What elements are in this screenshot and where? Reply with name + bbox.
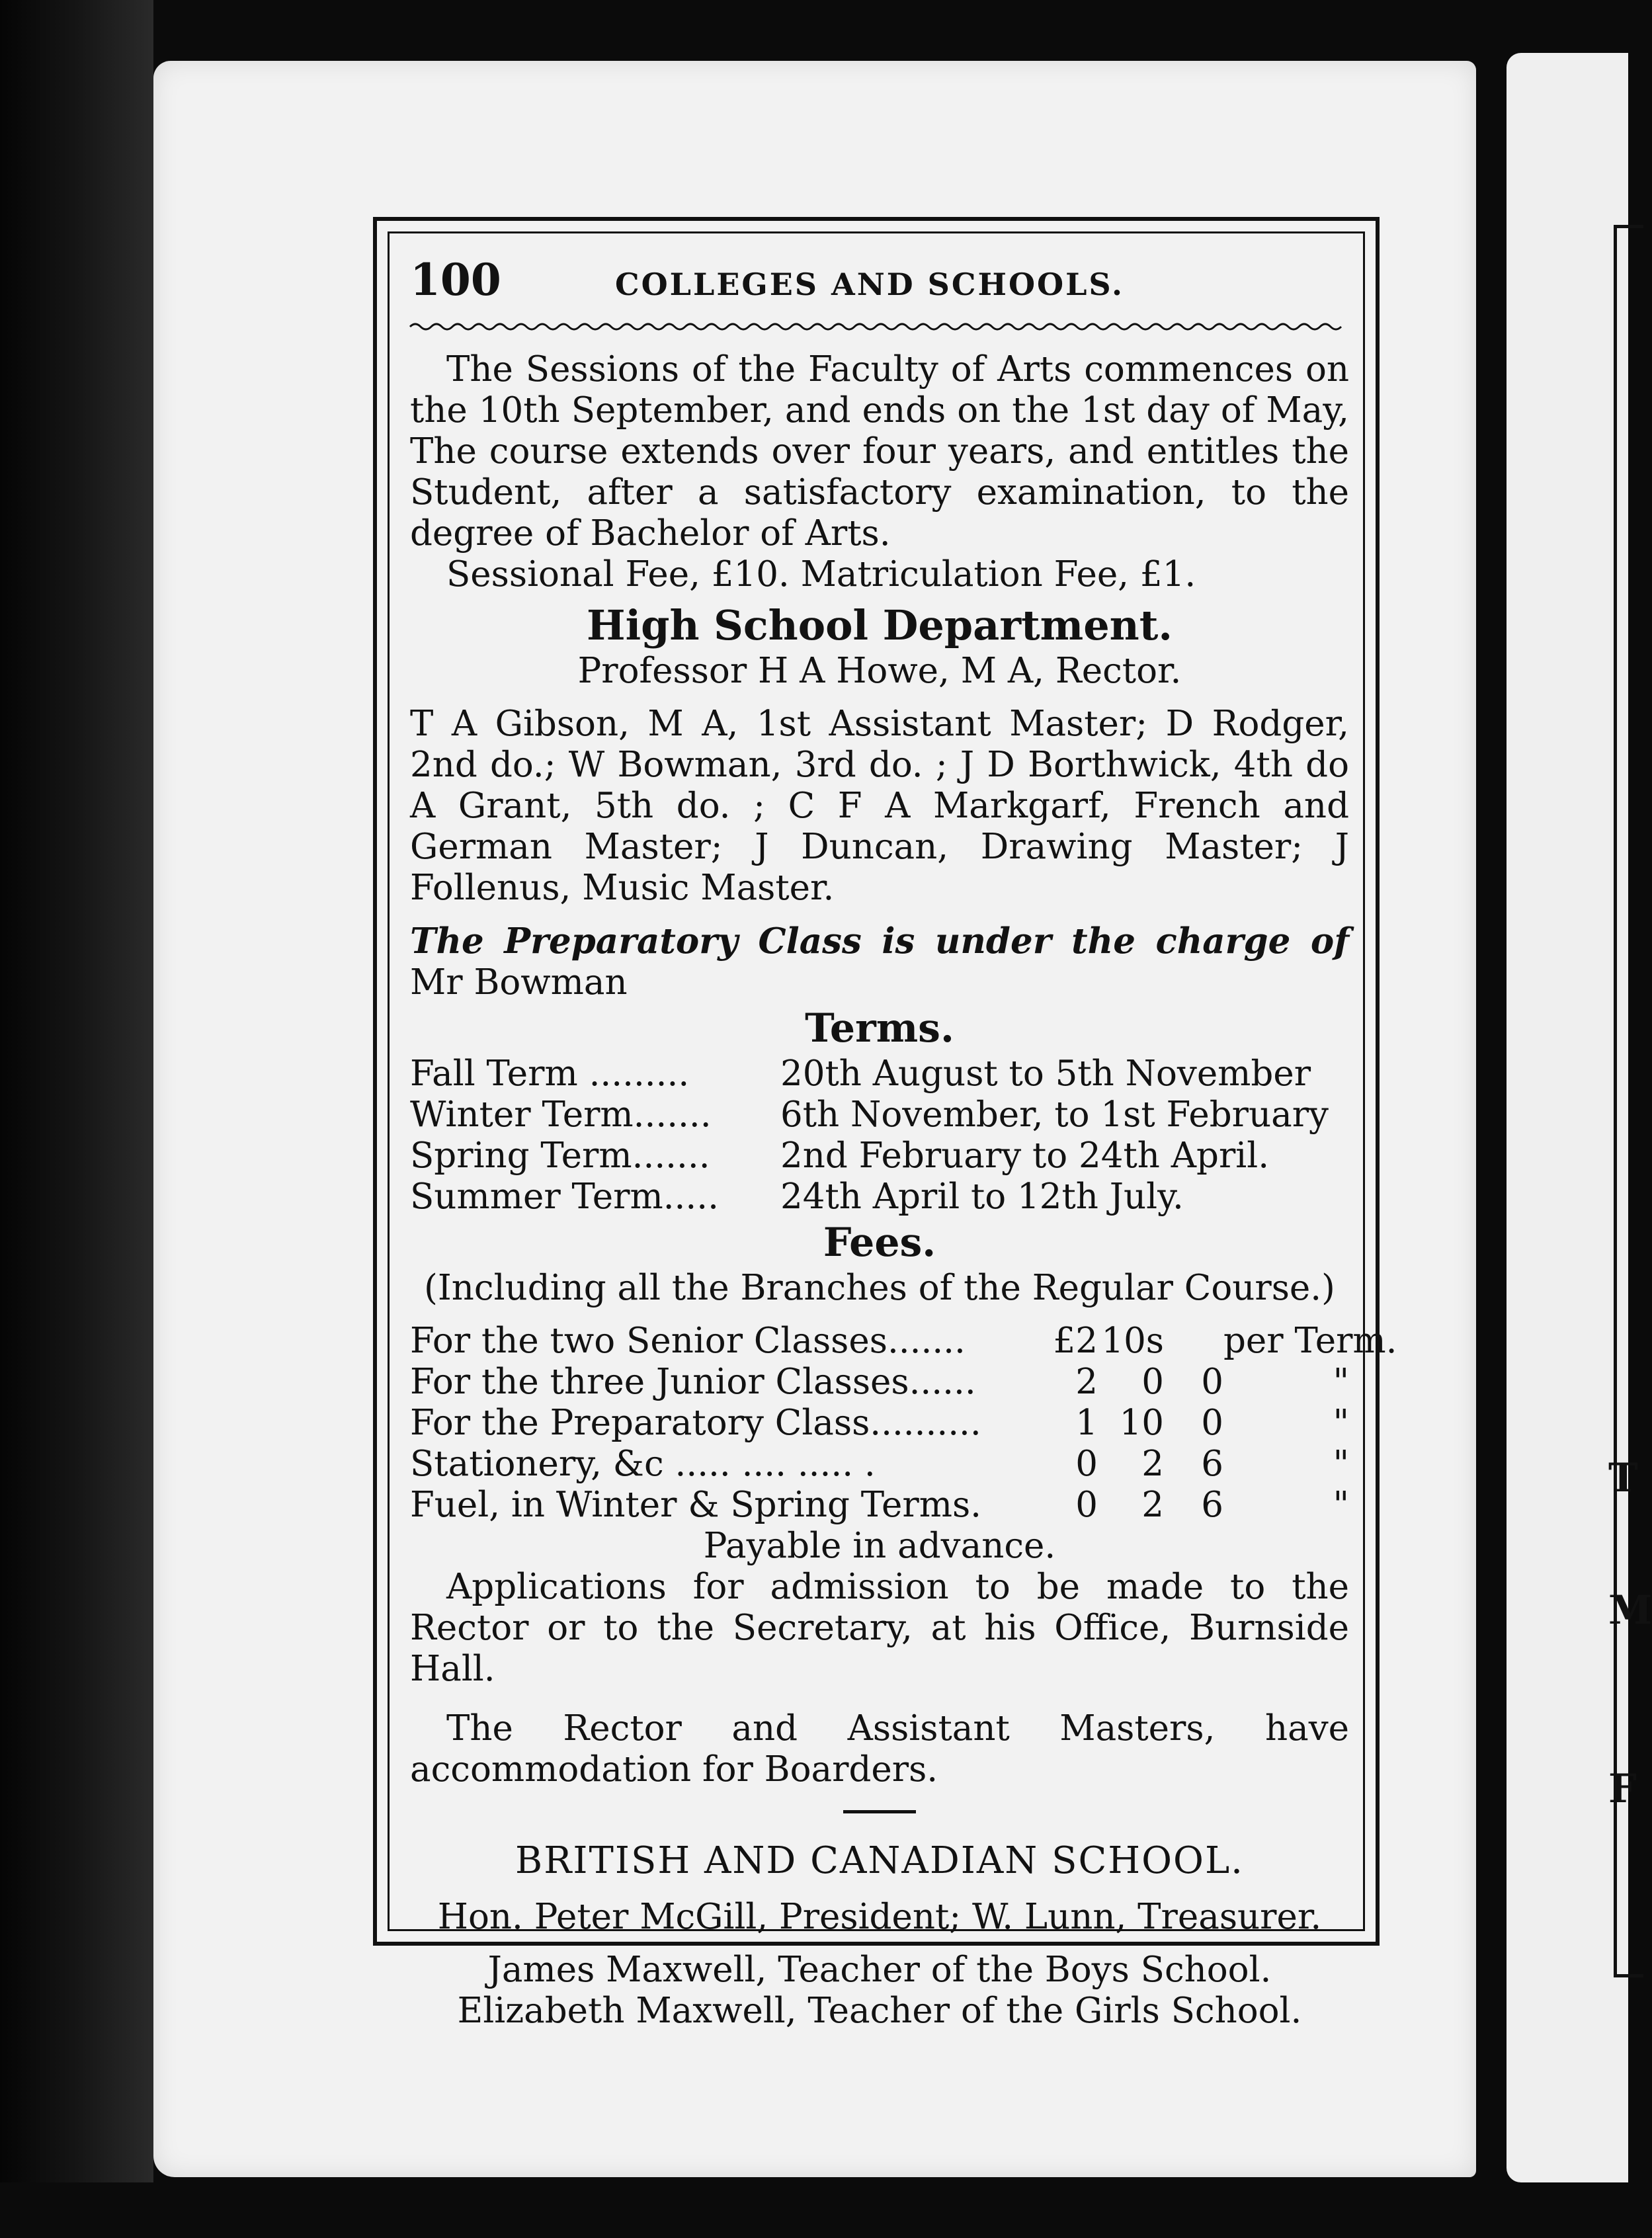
fee-shillings: 0 bbox=[1141, 1362, 1164, 1402]
high-school-rector: Professor H A Howe, M A, Rector. bbox=[577, 651, 1182, 691]
term-dates: 24th April to 12th July. bbox=[780, 1177, 1184, 1217]
running-head: COLLEGES AND SCHOOLS. bbox=[615, 267, 1125, 302]
fee-label: Fuel, in Winter & Spring Terms. bbox=[410, 1485, 982, 1525]
fee-label: For the Preparatory Class.......... bbox=[410, 1403, 981, 1443]
scan-bottom-edge bbox=[0, 2182, 1628, 2238]
term-dates: 2nd February to 24th April. bbox=[780, 1136, 1270, 1176]
fee-note: per Term. bbox=[1223, 1321, 1397, 1361]
preparatory-class-text: The Preparatory Class is under the charge of bbox=[410, 921, 1349, 962]
page-content bbox=[410, 254, 1397, 2032]
applications-paragraph: Applications for admission to be made to the Rector or to the Secretary, at his Office, Burnside Hall. bbox=[410, 1567, 1349, 1689]
fee-row bbox=[410, 1362, 1349, 1403]
fee-pence: 6 bbox=[1201, 1485, 1223, 1525]
fee-label: Stationery, &c ..... .... ..... . bbox=[410, 1444, 876, 1484]
british-school-heading: BRITISH AND CANADIAN SCHOOL. bbox=[515, 1839, 1244, 1882]
adjacent-page-edge bbox=[1507, 53, 1628, 2182]
fee-pounds: £2 bbox=[1053, 1321, 1098, 1361]
term-row bbox=[410, 1136, 1349, 1177]
preparatory-class-master: Mr Bowman bbox=[410, 962, 628, 1003]
arts-fees-line: Sessional Fee, £10. Matriculation Fee, £1. bbox=[446, 554, 1196, 595]
term-name: Fall Term ......... bbox=[410, 1054, 690, 1094]
boys-school-teacher: James Maxwell, Teacher of the Boys School. bbox=[487, 1950, 1272, 1990]
fee-pence bbox=[1164, 1321, 1223, 1362]
term-name: Winter Term....... bbox=[410, 1095, 712, 1135]
fee-label: For the two Senior Classes....... bbox=[410, 1321, 966, 1361]
girls-school-teacher: Elizabeth Maxwell, Teacher of the Girls School. bbox=[457, 1991, 1302, 2031]
fee-pounds: 0 bbox=[1075, 1444, 1098, 1484]
fee-pence: 6 bbox=[1201, 1444, 1223, 1484]
page-header bbox=[410, 254, 1349, 316]
fee-note: " bbox=[1333, 1485, 1349, 1525]
section-divider bbox=[843, 1810, 916, 1813]
fee-pounds: 2 bbox=[1075, 1362, 1098, 1402]
term-row bbox=[410, 1177, 1349, 1218]
terms-heading: Terms. bbox=[805, 1005, 954, 1052]
adjacent-page-char: F bbox=[1608, 1766, 1637, 1812]
fee-label: For the three Junior Classes...... bbox=[410, 1362, 976, 1402]
fee-pence: 0 bbox=[1201, 1362, 1223, 1402]
fees-table bbox=[410, 1321, 1397, 1526]
page-number: 100 bbox=[410, 254, 501, 306]
fee-pence: 0 bbox=[1201, 1403, 1223, 1443]
term-name: Summer Term..... bbox=[410, 1177, 719, 1217]
adjacent-page-frame bbox=[1614, 225, 1643, 1977]
adjacent-page-char: T bbox=[1608, 1455, 1638, 1501]
arts-faculty-paragraph: The Sessions of the Faculty of Arts commences on the 10th September, and ends on the 1st day of May, The course extends over four years, and entitles the Student, after a satisfactory examination, to the degree of Bachelor of Arts. bbox=[410, 349, 1349, 554]
fees-heading: Fees. bbox=[823, 1220, 936, 1266]
term-dates: 20th August to 5th November bbox=[780, 1054, 1311, 1094]
british-school-officers: Hon. Peter McGill, President; W. Lunn, Treasurer. bbox=[437, 1897, 1322, 1937]
fee-note: " bbox=[1333, 1444, 1349, 1484]
fee-note: " bbox=[1333, 1362, 1349, 1402]
fee-pounds: 1 bbox=[1075, 1403, 1098, 1443]
fee-row bbox=[410, 1403, 1349, 1444]
scan-left-edge bbox=[0, 0, 153, 2238]
fee-note: " bbox=[1333, 1403, 1349, 1443]
adjacent-page-char: M bbox=[1608, 1587, 1652, 1634]
fee-row bbox=[410, 1321, 1397, 1362]
terms-list bbox=[410, 1054, 1349, 1218]
payable-note: Payable in advance. bbox=[703, 1526, 1056, 1566]
term-row bbox=[410, 1095, 1349, 1136]
preparatory-class-line bbox=[410, 921, 1349, 1003]
fee-shillings: 2 bbox=[1141, 1444, 1164, 1484]
boarders-paragraph: The Rector and Assistant Masters, have accommodation for Boarders. bbox=[410, 1708, 1349, 1790]
fees-subtitle: (Including all the Branches of the Regular Course.) bbox=[424, 1268, 1335, 1308]
fee-row bbox=[410, 1485, 1349, 1526]
fee-shillings: 10 bbox=[1119, 1403, 1164, 1443]
term-dates: 6th November, to 1st February bbox=[780, 1095, 1329, 1135]
term-name: Spring Term....... bbox=[410, 1136, 710, 1176]
term-row bbox=[410, 1054, 1349, 1095]
fee-pounds: 0 bbox=[1075, 1485, 1098, 1525]
wavy-rule bbox=[410, 320, 1349, 333]
fee-shillings: 10s bbox=[1101, 1321, 1164, 1361]
fee-row bbox=[410, 1444, 1349, 1485]
fee-shillings: 2 bbox=[1141, 1485, 1164, 1525]
high-school-staff: T A Gibson, M A, 1st Assistant Master; D Rodger, 2nd do.; W Bowman, 3rd do. ; J D Borthwick, 4th do A Grant, 5th do. ; C F A Markgarf, French and German Master; J Duncan, Drawing Master; J Follenus, Music Master. bbox=[410, 704, 1349, 908]
high-school-heading: High School Department. bbox=[587, 601, 1173, 649]
